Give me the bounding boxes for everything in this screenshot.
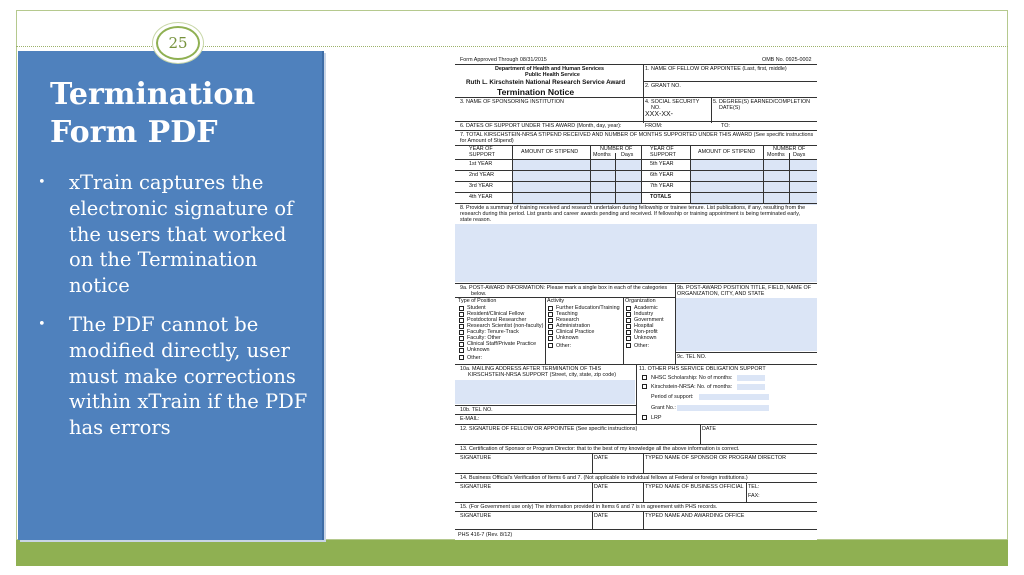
- date-label: DATE: [594, 513, 608, 519]
- page-number-badge: [152, 22, 204, 64]
- field-10a-label-b: KIRSCHSTEIN-NRSA SUPPORT (Street, city, state, zip code): [468, 372, 616, 378]
- awarding-office-label: TYPED NAME AND AWARDING OFFICE: [645, 513, 745, 519]
- field-10b-label: 10b. TEL NO.: [460, 407, 493, 413]
- from-label: FROM:: [645, 123, 663, 129]
- omb-number: OMB No. 0925-0002: [762, 57, 812, 63]
- checkbox-label: Other:: [467, 355, 482, 361]
- field-6-label: 6. DATES OF SUPPORT UNDER THIS AWARD (Month, day, year):: [460, 123, 622, 129]
- field-5-label: 5. DEGREE(S) EARNED/COMPLETION: [713, 99, 811, 105]
- checkbox-label: Clinical Staff/Private Practice: [467, 341, 537, 347]
- checkbox-label: Academic: [634, 305, 658, 311]
- checkbox[interactable]: [459, 318, 464, 323]
- checkbox[interactable]: [548, 336, 553, 341]
- grant-no-label: Grant No.:: [651, 405, 676, 411]
- col-amount: AMOUNT OF STIPEND: [521, 149, 579, 155]
- field-13-label: 13. Certification of Sponsor or Program Director: that to the best of my knowledge all the above information is correct.: [460, 446, 740, 452]
- checkbox[interactable]: [642, 415, 647, 420]
- checkbox[interactable]: [626, 306, 631, 311]
- period-label: Period of support:: [651, 394, 694, 400]
- checkbox[interactable]: [459, 348, 464, 353]
- type-of-position-heading: Type of Position: [458, 298, 497, 304]
- ssn-value: XXX-XX-: [645, 111, 674, 118]
- checkbox[interactable]: [626, 330, 631, 335]
- date-label: DATE: [594, 455, 608, 461]
- checkbox-label: Other:: [556, 343, 571, 349]
- checkbox[interactable]: [626, 312, 631, 317]
- checkbox-label: Clinical Practice: [556, 329, 595, 335]
- checkbox-label: Hospital: [634, 323, 654, 329]
- col-days-2: Days: [793, 152, 806, 158]
- award-name: Ruth L. Kirschstein National Research Service Award: [466, 79, 626, 86]
- kirschstein-label: Kirschstein-NRSA: No. of months:: [651, 384, 733, 390]
- checkbox[interactable]: [548, 324, 553, 329]
- checkbox-label: Further Education/Training: [556, 305, 620, 311]
- field-1-label: 1. NAME OF FELLOW OR APPOINTEE (Last, first, middle): [645, 66, 787, 72]
- checkbox[interactable]: [548, 318, 553, 323]
- date-label: DATE: [594, 484, 608, 490]
- checkbox[interactable]: [459, 306, 464, 311]
- col-days: Days: [621, 152, 634, 158]
- col-support: SUPPORT: [469, 152, 495, 158]
- col-year-2: YEAR OF: [650, 146, 674, 152]
- col-support-2: SUPPORT: [650, 152, 676, 158]
- col-months-2: Months: [767, 152, 785, 158]
- col-amount-2: AMOUNT OF STIPEND: [698, 149, 756, 155]
- nhsc-label: NHSC Scholarship: No of months:: [651, 375, 733, 381]
- checkbox-label: Resident/Clinical Fellow: [467, 311, 525, 317]
- field-4-label: 4. SOCIAL SECURITY: [645, 99, 700, 105]
- email-label: E-MAIL:: [460, 416, 480, 422]
- checkbox[interactable]: [626, 318, 631, 323]
- field-9b-label-b: ORGANIZATION, CITY, AND STATE: [677, 291, 765, 297]
- activity-heading: Activity: [547, 298, 565, 304]
- field-8-label: 8. Provide a summary of training received and research undertaken during fellowship or trainee tenure. List publications, if any, resulting from the: [460, 205, 806, 211]
- date-label: DATE: [702, 426, 716, 432]
- year-row-label: 6th YEAR: [650, 172, 674, 178]
- checkbox-label: Unknown: [467, 347, 490, 353]
- fax-label: FAX:: [748, 493, 760, 499]
- field-7-label-b: for Amount of Stipend): [460, 138, 514, 144]
- bullet-icon: •: [38, 175, 46, 190]
- checkbox-label: Postdoctoral Researcher: [467, 317, 527, 323]
- signature-label: SIGNATURE: [460, 484, 492, 490]
- field-12-label: 12. SIGNATURE OF FELLOW OR APPOINTEE (See specific instructions): [460, 426, 638, 432]
- checkbox[interactable]: [459, 355, 464, 360]
- checkbox[interactable]: [548, 343, 553, 348]
- checkbox[interactable]: [459, 330, 464, 335]
- phs-name: Public Health Service: [525, 72, 580, 78]
- checkbox[interactable]: [548, 330, 553, 335]
- checkbox[interactable]: [548, 312, 553, 317]
- checkbox[interactable]: [459, 324, 464, 329]
- field-4-label-b: NO.: [651, 105, 661, 111]
- field-2-label: 2. GRANT NO.: [645, 83, 681, 89]
- title-line-2: Form PDF: [50, 115, 218, 150]
- checkbox[interactable]: [548, 306, 553, 311]
- checkbox[interactable]: [626, 336, 631, 341]
- checkbox[interactable]: [642, 375, 647, 380]
- bullet-icon: •: [38, 316, 46, 332]
- checkbox-label: Non-profit: [634, 329, 658, 335]
- field-8-label-b: research during this period. List grants and career awards pending and received. If fellowship or training appointment is being terminated early,: [460, 211, 800, 217]
- bullet-list: [38, 170, 314, 454]
- termination-form-image: [455, 55, 817, 540]
- checkbox[interactable]: [459, 312, 464, 317]
- field-8-label-c: state reason.: [460, 217, 492, 223]
- dept-name: Department of Health and Human Services: [495, 66, 605, 72]
- checkbox-label: Research Scientist (non-faculty): [467, 323, 544, 329]
- field-9b-label: 9b. POST-AWARD POSITION TITLE, FIELD, NAME OF: [677, 285, 811, 291]
- checkbox[interactable]: [626, 343, 631, 348]
- year-row-label: 1st YEAR: [469, 161, 493, 167]
- signature-label: SIGNATURE: [460, 455, 492, 461]
- checkbox-label: Unknown: [556, 335, 579, 341]
- bullet-text: xTrain captures the electronic signature of the users that worked on the Termination notice: [69, 171, 294, 298]
- checkbox-label: Faculty: Other: [467, 335, 501, 341]
- col-year: YEAR OF: [469, 146, 493, 152]
- form-footer: PHS 416-7 (Rev. 8/12): [458, 532, 513, 538]
- field-5-label-b: DATE(S): [719, 105, 741, 111]
- to-label: TO:: [721, 123, 730, 129]
- checkbox-label: Industry: [634, 311, 654, 317]
- checkbox-label: Administration: [556, 323, 591, 329]
- bullet-item: [38, 312, 314, 441]
- business-official-label: TYPED NAME OF BUSINESS OFFICIAL: [645, 484, 744, 490]
- field-3-label: 3. NAME OF SPONSORING INSTITUTION: [460, 99, 564, 105]
- checkbox-label: Student: [467, 305, 486, 311]
- page-number: 25: [168, 34, 188, 52]
- field-11-label: 11. OTHER PHS SERVICE OBLIGATION SUPPORT: [639, 366, 766, 372]
- title-line-1: Termination: [50, 77, 256, 112]
- col-months: Months: [593, 152, 611, 158]
- year-row-label: 5th YEAR: [650, 161, 674, 167]
- bullet-text: The PDF cannot be modified directly, user must make corrections within xTrain if the PDF has errors: [69, 312, 308, 440]
- field-9a-label-b: below.: [471, 291, 487, 297]
- col-number-2: NUMBER OF: [773, 146, 806, 152]
- checkbox[interactable]: [642, 384, 647, 389]
- bullet-item: [38, 170, 314, 299]
- checkbox[interactable]: [459, 336, 464, 341]
- footer-bar: [16, 540, 1008, 566]
- checkbox-label: Government: [634, 317, 664, 323]
- totals-label: TOTALS: [650, 194, 672, 200]
- field-9a-label: 9a. POST-AWARD INFORMATION: Please mark a single box in each of the categories: [460, 285, 668, 291]
- form-title: Termination Notice: [497, 87, 575, 97]
- year-row-label: 7th YEAR: [650, 183, 674, 189]
- field-10a-label: 10a. MAILING ADDRESS AFTER TERMINATION OF THIS: [460, 366, 602, 372]
- signature-label: SIGNATURE: [460, 513, 492, 519]
- checkbox-label: Teaching: [556, 311, 578, 317]
- sponsor-name-label: TYPED NAME OF SPONSOR OR PROGRAM DIRECTOR: [645, 455, 786, 461]
- field-9c-label: 9c. TEL NO.: [677, 354, 707, 360]
- year-row-label: 2nd YEAR: [469, 172, 495, 178]
- checkbox[interactable]: [459, 342, 464, 347]
- year-row-label: 3rd YEAR: [469, 183, 493, 189]
- slide-title: [50, 76, 310, 152]
- checkbox-label: Other:: [634, 343, 649, 349]
- field-15-label: 15. (For Government use only) The information provided in Items 6 and 7 is in agreement with PHS records.: [460, 504, 718, 510]
- field-14-label: 14. Business Official's Verification of Items 6 and 7. (Not applicable to individual fellows at Federal or foreign institutions.): [460, 475, 748, 481]
- form-approved-text: Form Approved Through 08/31/2015: [460, 57, 547, 63]
- lrp-label: LRP: [651, 415, 662, 421]
- checkbox[interactable]: [626, 324, 631, 329]
- year-row-label: 4th YEAR: [469, 194, 493, 200]
- checkbox-label: Research: [556, 317, 580, 323]
- tel-label: TEL:: [748, 484, 760, 490]
- col-number: NUMBER OF: [600, 146, 633, 152]
- organization-heading: Organization: [625, 298, 656, 304]
- checkbox-label: Faculty: Tenure-Track: [467, 329, 519, 335]
- field-7-label: 7. TOTAL KIRSCHSTEIN-NRSA STIPEND RECEIVED AND NUMBER OF MONTHS SUPPORTED UNDER THIS AWARD (See specific instructions: [460, 132, 814, 138]
- checkbox-label: Unknown: [634, 335, 657, 341]
